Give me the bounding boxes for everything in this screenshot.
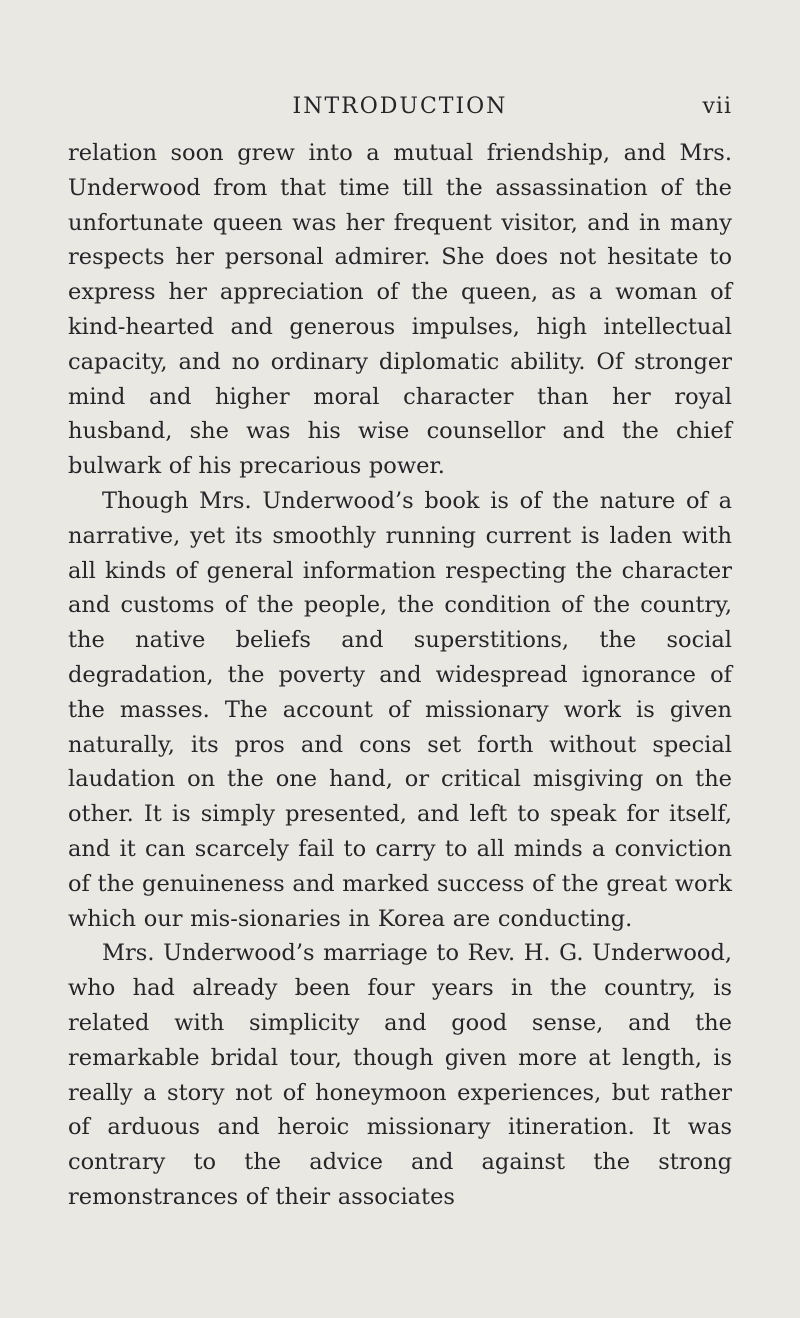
paragraph-3: Mrs. Underwood’s marriage to Rev. H. G. Underwood, who had already been four years in the country, is related with simplicity and good sense, and the remarkable bridal tour, though given more at length, is really a story not of honeymoon experiences, but rather of arduous and heroic missionary itineration. It was contrary to the advice and against the strong remonstrances of their associates	[68, 940, 732, 1210]
paragraph-2: Though Mrs. Underwood’s book is of the nature of a narrative, yet its smoothly running current is laden with all kinds of general information respecting the character and customs of the people, the condition of the country, the native beliefs and superstitions, the social degradation, the poverty and widespread ignorance of the masses. The account of missionary work is given naturally, its pros and cons set forth without special laudation on the one hand, or critical misgiving on the other. It is simply presented, and left to speak for itself, and it can scarcely fail to carry to all minds a conviction of the genuineness and marked success of the great work which our mis-sionaries in Korea are conducting.	[68, 487, 732, 932]
running-head	[68, 92, 732, 122]
page-number: vii	[702, 94, 732, 119]
running-title: INTRODUCTION	[292, 94, 508, 119]
body-text	[68, 136, 732, 1215]
paragraph-1: relation soon grew into a mutual friendship, and Mrs. Underwood from that time till the assassination of the unfortunate queen was her frequent visitor, and in many respects her personal admirer. She does not hesitate to express her appreciation of the queen, as a woman of kind-hearted and generous impulses, high intellectual capacity, and no ordinary diplomatic ability. Of stronger mind and higher moral character than her royal husband, she was his wise counsellor and the chief bulwark of his precarious power.	[68, 140, 732, 480]
